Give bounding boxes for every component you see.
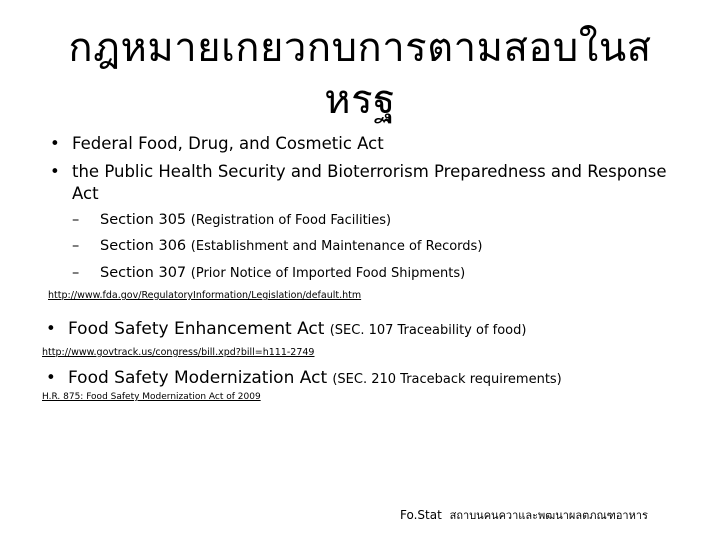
sub-item-main: Section 307 bbox=[100, 265, 187, 281]
sub-item-section-307 bbox=[72, 263, 466, 284]
bullet-federal-act bbox=[50, 133, 384, 155]
bullet-note: (SEC. 107 Traceability of food) bbox=[329, 323, 527, 338]
govtrack-link[interactable]: http://www.govtrack.us/congress/bill.xpd?bill=h111-2749 bbox=[42, 347, 315, 358]
footer-org: สถาบนคนควาและพฒนาผลตภณฑอาหาร bbox=[449, 509, 648, 522]
sub-item-note: (Prior Notice of Imported Food Shipments) bbox=[190, 266, 466, 281]
footer-brand: Fo.Stat bbox=[400, 508, 442, 522]
bullet-bioterrorism-act bbox=[50, 161, 667, 205]
sub-item-section-306 bbox=[72, 236, 483, 257]
bullet-dot: • bbox=[46, 319, 56, 338]
bullet-dot: • bbox=[46, 368, 56, 387]
bullet-text-line-2: Act bbox=[72, 184, 99, 203]
dash-marker: – bbox=[72, 238, 80, 254]
slide-title bbox=[40, 22, 680, 126]
title-line-1: กฎหมายเกยวกบการตามสอบในส bbox=[68, 25, 652, 71]
bullet-dot: • bbox=[50, 134, 60, 153]
bullet-enhancement-act bbox=[46, 318, 527, 342]
bullet-modernization-act bbox=[46, 367, 562, 391]
sub-item-note: (Registration of Food Facilities) bbox=[190, 213, 392, 228]
bullet-text: Food Safety Enhancement Act bbox=[68, 319, 325, 339]
fda-link[interactable]: http://www.fda.gov/RegulatoryInformation/Legislation/default.htm bbox=[48, 290, 362, 301]
bullet-note: (SEC. 210 Traceback requirements) bbox=[332, 372, 562, 387]
slide-footer bbox=[400, 506, 648, 524]
sub-item-main: Section 306 bbox=[100, 238, 187, 254]
sub-item-section-305 bbox=[72, 210, 392, 231]
bullet-text: Federal Food, Drug, and Cosmetic Act bbox=[72, 134, 384, 153]
dash-marker: – bbox=[72, 265, 80, 281]
bullet-dot: • bbox=[50, 162, 60, 181]
sub-item-main: Section 305 bbox=[100, 212, 187, 228]
dash-marker: – bbox=[72, 212, 80, 228]
hr875-link[interactable]: H.R. 875: Food Safety Modernization Act of 2009 bbox=[42, 392, 261, 402]
bullet-text-line-1: the Public Health Security and Bioterrorism Preparedness and Response bbox=[72, 162, 667, 181]
title-line-2: หรฐ bbox=[324, 77, 396, 123]
bullet-text: Food Safety Modernization Act bbox=[68, 368, 328, 388]
sub-item-note: (Establishment and Maintenance of Records) bbox=[190, 239, 483, 254]
